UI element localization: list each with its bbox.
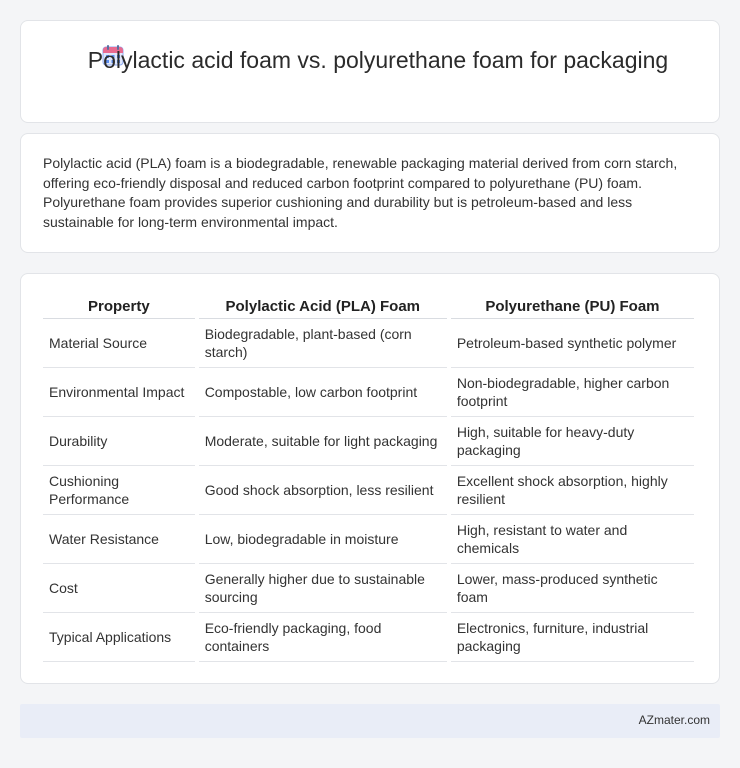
cell-pla: Generally higher due to sustainable sourcing [197,563,449,612]
cell-pla: Low, biodegradable in moisture [197,514,449,563]
footer-site-link[interactable]: AZmater.com [638,713,710,727]
cell-pu: Excellent shock absorption, highly resilient [449,465,696,514]
table-row [43,563,696,612]
cell-pla: Moderate, suitable for light packaging [197,416,449,465]
header-pu-foam: Polyurethane (PU) Foam [449,294,696,318]
comparison-table [43,294,698,662]
cell-pu: Lower, mass-produced synthetic foam [449,563,696,612]
page-title: Polylactic acid foam vs. polyurethane foam for packaging [87,47,669,73]
cell-property: Cushioning Performance [43,465,197,514]
cell-pu: High, suitable for heavy-duty packaging [449,416,696,465]
table-row [43,465,696,514]
cell-pla: Good shock absorption, less resilient [197,465,449,514]
footer [20,704,720,738]
header-pla-foam: Polylactic Acid (PLA) Foam [197,294,449,318]
cell-property: Typical Applications [43,612,197,661]
cell-pla: Compostable, low carbon footprint [197,367,449,416]
cell-property: Durability [43,416,197,465]
table-row [43,318,696,367]
intro-paragraph: Polylactic acid (PLA) foam is a biodegradable, renewable packaging material derived from corn starch, offering eco-friendly disposal and reduced carbon footprint compared to polyurethane (PU) foam. Polyurethane foam provides superior cushioning and durability but is petroleum-based and less sustainable for long-term environmental impact. [43,155,678,230]
cell-pu: Electronics, furniture, industrial packaging [449,612,696,661]
cell-property: Water Resistance [43,514,197,563]
table-row [43,514,696,563]
table-header-row [43,294,696,318]
intro-card [20,133,720,253]
cell-property: Environmental Impact [43,367,197,416]
header-property: Property [43,294,197,318]
table-row [43,367,696,416]
comparison-card [20,273,720,684]
table-row [43,416,696,465]
cell-property: Material Source [43,318,197,367]
cell-pla: Biodegradable, plant-based (corn starch) [197,318,449,367]
cell-pu: Petroleum-based synthetic polymer [449,318,696,367]
cell-pu: High, resistant to water and chemicals [449,514,696,563]
cell-pla: Eco-friendly packaging, food containers [197,612,449,661]
cell-pu: Non-biodegradable, higher carbon footprint [449,367,696,416]
title-card [20,20,720,123]
cell-property: Cost [43,563,197,612]
table-row [43,612,696,661]
